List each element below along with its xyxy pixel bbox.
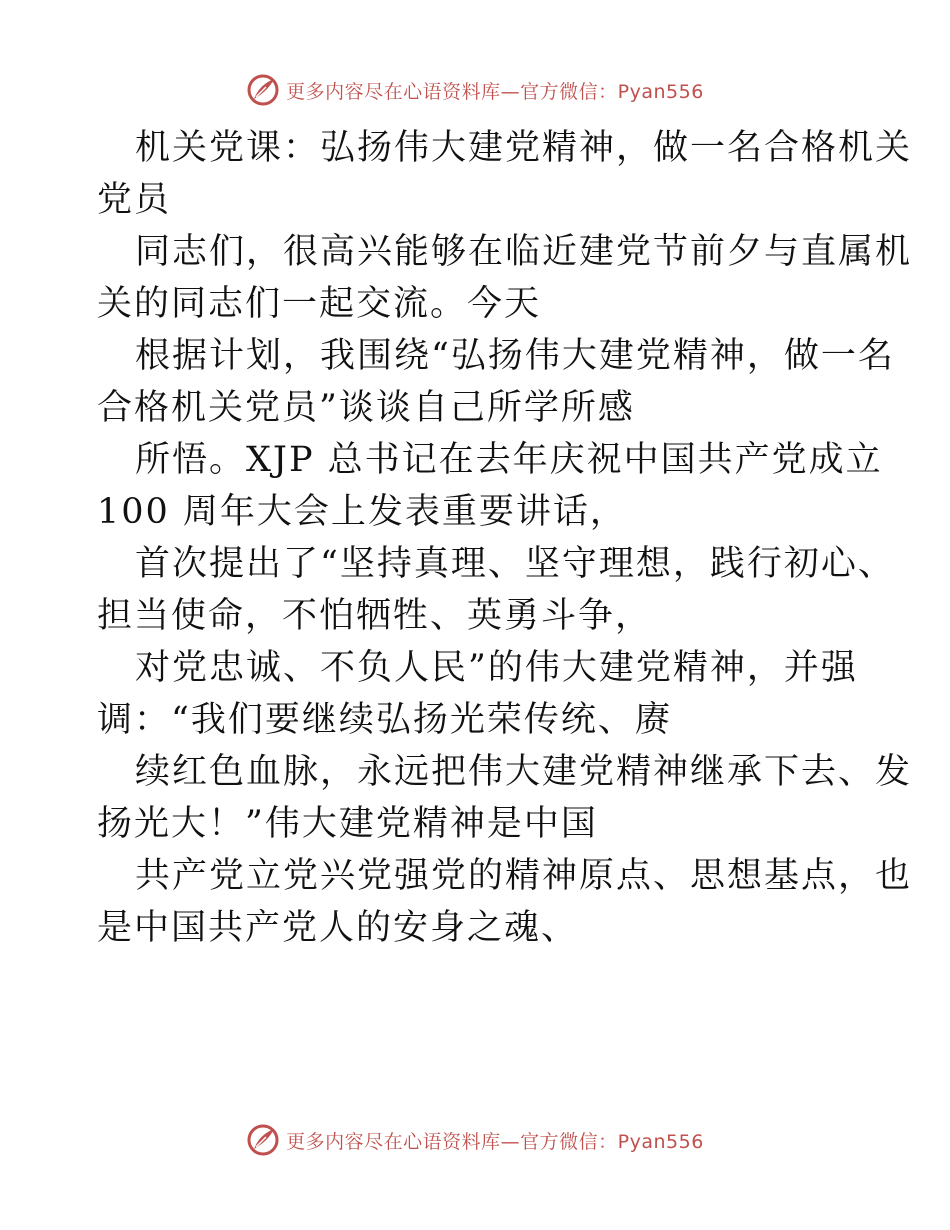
document-line: 所悟。XJP 总书记在去年庆祝中国共产党成立: [135, 440, 883, 480]
document-line: 首次提出了“坚持真理、坚守理想，践行初心、: [135, 544, 895, 584]
document-line: 同志们，很高兴能够在临近建党节前夕与直属机: [135, 232, 913, 272]
watermark-text: 更多内容尽在心语资料库—官方微信：Pyan556: [286, 1130, 704, 1153]
watermark-text: 更多内容尽在心语资料库—官方微信：Pyan556: [286, 80, 704, 103]
document-line: 100 周年大会上发表重要讲话，: [97, 492, 627, 532]
document-line: 合格机关党员”谈谈自己所学所感: [97, 388, 635, 428]
document-line: 调：“我们要继续弘扬光荣传统、赓: [97, 700, 672, 740]
document-body: [97, 122, 913, 954]
document-line: 对党忠诚、不负人民”的伟大建党精神，并强: [135, 648, 858, 688]
document-line: 党员: [97, 180, 172, 220]
document-line: 扬光大！”伟大建党精神是中国: [97, 804, 598, 844]
document-line: 续红色血脉，永远把伟大建党精神继承下去、发: [135, 752, 913, 792]
footer-watermark: [0, 1120, 950, 1160]
document-line: 关的同志们一起交流。今天: [97, 284, 542, 324]
document-line: 根据计划，我围绕“弘扬伟大建党精神，做一名: [135, 336, 895, 376]
feather-pen-logo-icon: [246, 73, 280, 107]
header-watermark: [0, 70, 950, 110]
document-line: 担当使命，不怕牺牲、英勇斗争，: [97, 596, 653, 636]
document-line: 是中国共产党人的安身之魂、: [97, 908, 579, 948]
document-line: 共产党立党兴党强党的精神原点、思想基点，也: [135, 856, 913, 896]
document-line: 机关党课：弘扬伟大建党精神，做一名合格机关: [135, 128, 913, 168]
feather-pen-logo-icon: [246, 1123, 280, 1157]
